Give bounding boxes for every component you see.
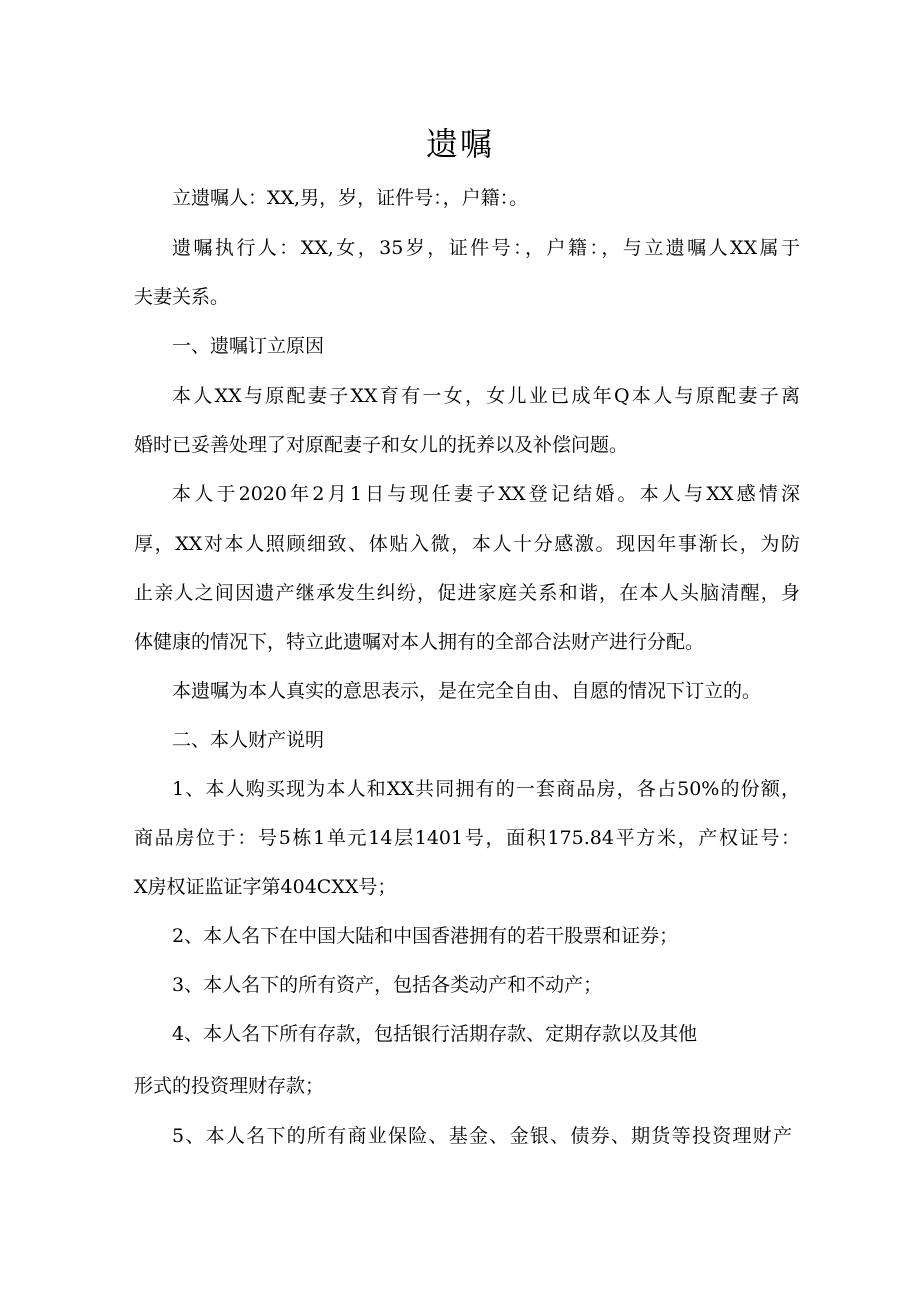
- property-item-1-line: 1、本人购买现为本人和XX共同拥有的一套商品房，各占50%的份额，: [172, 778, 800, 800]
- section-heading-1: 一、遗嘱订立原因: [172, 335, 325, 357]
- property-item-4-line: 4、本人名下所有存款，包括银行活期存款、定期存款以及其他: [172, 1023, 698, 1045]
- reason-paragraph-line: 本人XX与原配妻子XX育有一女，女儿业已成年Q本人与原配妻子离: [172, 385, 800, 407]
- marriage-paragraph-line: 本人于2020年2月1日与现任妻子XX登记结婚。本人与XX感情深: [172, 483, 800, 505]
- marriage-paragraph-line: 止亲人之间因遗产继承发生纠纷，促进家庭关系和谐，在本人头脑清醒，身: [134, 582, 800, 604]
- property-item-1-line: X房权证监证字第404CXX号；: [134, 876, 397, 898]
- property-item-5-line: 5、本人名下的所有商业保险、基金、金银、债券、期货等投资理财产: [172, 1125, 792, 1147]
- property-item-1-line: 商品房位于：号5栋1单元14层1401号，面积175.84平方米，产权证号：: [134, 827, 800, 849]
- testator-line: 立遗嘱人：XX,男，岁，证件号：，户籍：。: [172, 187, 529, 209]
- reason-paragraph-line: 婚时已妥善处理了对原配妻子和女儿的抚养以及补偿问题。: [134, 434, 629, 456]
- property-item-2-line: 2、本人名下在中国大陆和中国香港拥有的若干股票和证券；: [172, 925, 679, 947]
- section-heading-2: 二、本人财产说明: [172, 729, 325, 751]
- declaration-line: 本遗嘱为本人真实的意思表示，是在完全自由、自愿的情况下订立的。: [172, 680, 762, 702]
- property-item-4-line: 形式的投资理财存款；: [134, 1075, 325, 1097]
- executor-line-cont: 夫妻关系。: [134, 286, 230, 308]
- executor-line: 遗嘱执行人：XX,女，35岁，证件号：，户籍：，与立遗嘱人XX属于: [172, 237, 800, 259]
- document-title: 遗嘱: [425, 125, 494, 163]
- marriage-paragraph-line: 体健康的情况下，特立此遗嘱对本人拥有的全部合法财产进行分配。: [134, 631, 705, 653]
- property-item-3-line: 3、本人名下的所有资产，包括各类动产和不动产；: [172, 974, 603, 996]
- marriage-paragraph-line: 厚，XX对本人照顾细致、体贴入微，本人十分感激。现因年事渐长，为防: [134, 533, 800, 555]
